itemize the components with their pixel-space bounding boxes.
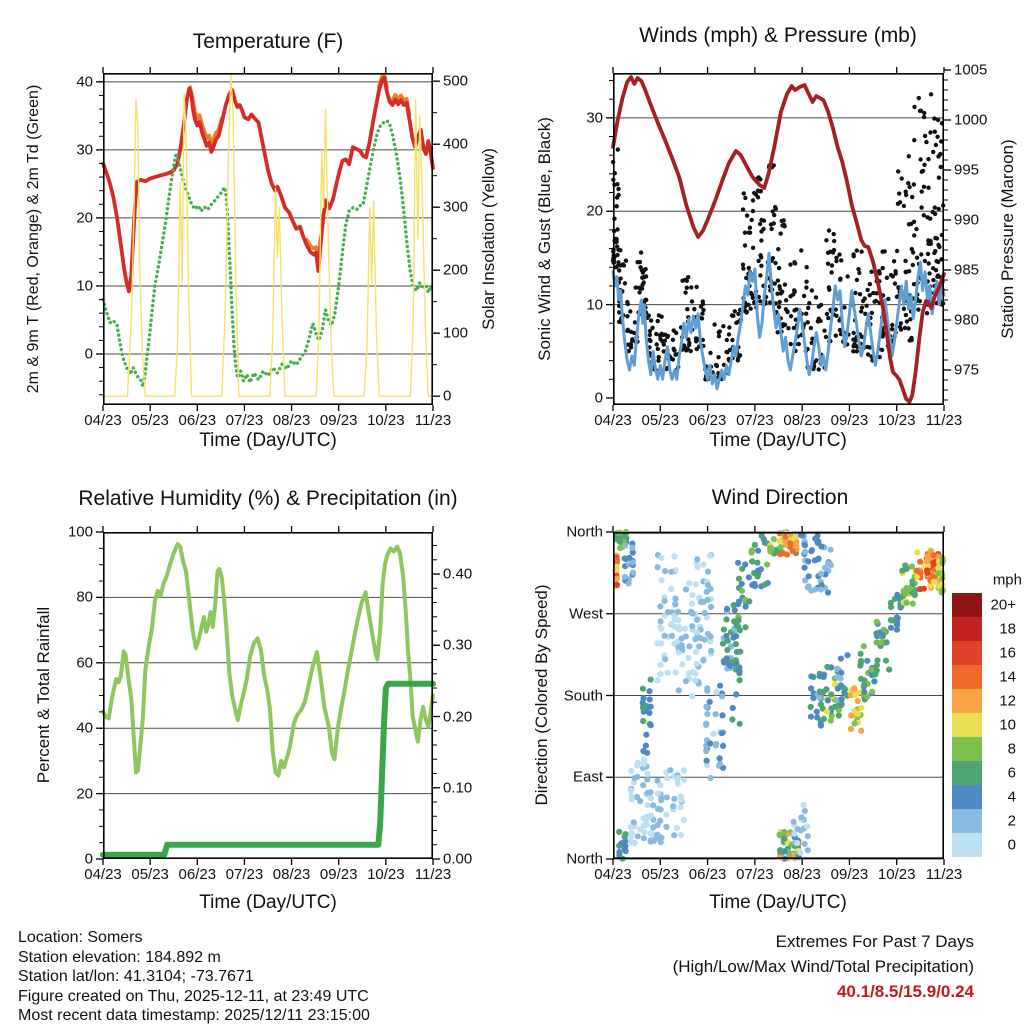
tick-label: 400 xyxy=(443,135,469,153)
tick-label: 11/23 xyxy=(925,412,963,429)
tick-label: 05/23 xyxy=(641,412,680,429)
tick-label: 20 xyxy=(586,202,603,220)
wind-x-axis-label: Time (Day/UTC) xyxy=(709,430,847,451)
extremes-subtitle: (High/Low/Max Wind/Total Precipitation) xyxy=(672,957,974,976)
tick-label: 11/23 xyxy=(414,866,452,883)
tick-label: 1000 xyxy=(954,111,988,129)
temperature-plot xyxy=(103,73,433,405)
tick-label: 0.20 xyxy=(443,708,473,726)
tick-label: 09/23 xyxy=(830,866,869,883)
extremes-values: 40.1/8.5/15.9/0.24 xyxy=(836,982,974,1001)
tick-label: North xyxy=(566,850,603,868)
direction-x-axis-label: Time (Day/UTC) xyxy=(709,892,847,913)
tick-label: 09/23 xyxy=(319,412,358,429)
colorbar-swatch xyxy=(952,737,982,761)
wind-direction-title: Wind Direction xyxy=(711,486,849,509)
tick-label: 04/23 xyxy=(594,412,632,429)
pressure-right-axis-label: Station Pressure (Maroon) xyxy=(998,139,1017,339)
tick-label: West xyxy=(569,605,603,623)
footer-location: Location: Somers xyxy=(18,929,143,946)
tick-label: 10/23 xyxy=(877,866,916,883)
tick-label: 07/23 xyxy=(225,412,264,429)
tick-label: 06/23 xyxy=(178,412,217,429)
tick-label: 04/23 xyxy=(84,866,122,883)
extremes-block xyxy=(673,929,974,1004)
tick-label: 08/23 xyxy=(272,412,311,429)
tick-label: 200 xyxy=(443,261,469,279)
winds-plot xyxy=(613,73,944,405)
tick-label: 20 xyxy=(76,785,93,803)
wind-left-axis-label: Sonic Wind & Gust (Blue, Black) xyxy=(535,117,554,361)
station-info xyxy=(18,928,370,1024)
colorbar-swatch xyxy=(952,761,982,785)
tick-label: 05/23 xyxy=(641,866,680,883)
colorbar-swatch xyxy=(952,617,982,641)
tick-label: 10 xyxy=(586,296,603,314)
tick-label: 05/23 xyxy=(131,412,169,429)
tick-label: 07/23 xyxy=(736,412,774,429)
footer-timestamp: Most recent data timestamp: 2025/12/11 23:15:00 xyxy=(18,1007,370,1024)
tick-label: 08/23 xyxy=(272,866,311,883)
tick-label: 14 xyxy=(999,668,1016,686)
footer-latlon: Station lat/lon: 41.3104; -73.7671 xyxy=(18,968,254,985)
tick-label: 60 xyxy=(76,654,93,672)
footer-elevation: Station elevation: 184.892 m xyxy=(18,948,221,966)
tick-label: 08/23 xyxy=(783,412,821,429)
temperature-title: Temperature (F) xyxy=(192,30,344,53)
tick-label: 2 xyxy=(1007,812,1016,830)
temp-left-axis-label: 2m & 9m T (Red, Orange) & 2m Td (Green) xyxy=(25,84,42,394)
tick-label: 990 xyxy=(954,211,980,229)
tick-label: 11/23 xyxy=(414,412,452,429)
tick-label: 500 xyxy=(443,72,469,90)
tick-label: 16 xyxy=(999,644,1016,662)
tick-label: 975 xyxy=(954,361,980,379)
tick-label: 08/23 xyxy=(783,866,821,883)
tick-label: 300 xyxy=(443,198,469,216)
humidity-plot xyxy=(103,532,433,859)
tick-label: 20 xyxy=(76,209,93,227)
colorbar-swatch xyxy=(952,593,982,617)
tick-label: 995 xyxy=(954,161,980,179)
tick-label: 07/23 xyxy=(736,866,774,883)
temp-x-axis-label: Time (Day/UTC) xyxy=(199,430,337,451)
tick-label: 0 xyxy=(84,850,93,868)
tick-label: 4 xyxy=(1007,788,1016,806)
colorbar-swatch xyxy=(952,809,982,833)
tick-label: 10 xyxy=(76,277,93,295)
direction-plot xyxy=(613,532,944,859)
tick-label: 40 xyxy=(76,73,93,91)
winds-pressure-title: Winds (mph) & Pressure (mb) xyxy=(639,24,917,47)
tick-label: 09/23 xyxy=(319,866,358,883)
tick-label: 20+ xyxy=(990,596,1016,614)
tick-label: South xyxy=(563,687,603,704)
humidity-precip-title: Relative Humidity (%) & Precipitation (in) xyxy=(78,487,458,510)
colorbar-swatch xyxy=(952,713,982,737)
colorbar-swatch xyxy=(952,689,982,713)
tick-label: 04/23 xyxy=(84,412,122,429)
colorbar-swatch xyxy=(952,665,982,689)
tick-label: 0 xyxy=(1007,836,1016,854)
tick-label: 09/23 xyxy=(830,412,869,429)
tick-label: 06/23 xyxy=(178,866,217,883)
tick-label: 30 xyxy=(586,109,603,127)
tick-label: 07/23 xyxy=(225,866,264,883)
tick-label: 10/23 xyxy=(367,412,405,429)
tick-label: 18 xyxy=(999,620,1016,638)
tick-label: 10/23 xyxy=(877,412,916,429)
tick-label: 06/23 xyxy=(688,412,727,429)
tick-label: 0.10 xyxy=(443,779,473,797)
tick-label: 6 xyxy=(1007,764,1016,782)
extremes-title: Extremes For Past 7 Days xyxy=(775,932,974,951)
direction-left-axis-label: Direction (Colored By Speed) xyxy=(532,584,551,806)
tick-label: 0.00 xyxy=(443,850,473,868)
tick-label: 100 xyxy=(443,324,469,342)
tick-label: 980 xyxy=(954,311,980,329)
humidity-x-axis-label: Time (Day/UTC) xyxy=(199,892,337,913)
tick-label: 8 xyxy=(1007,740,1016,758)
tick-label: 0.30 xyxy=(443,636,473,654)
tick-label: 10 xyxy=(999,716,1016,734)
tick-label: North xyxy=(566,523,603,541)
solar-right-axis-label: Solar Insolation (Yellow) xyxy=(479,148,498,330)
tick-label: 40 xyxy=(76,719,93,737)
footer-created: Figure created on Thu, 2025-12-11, at 23:49 UTC xyxy=(18,987,369,1005)
tick-label: 05/23 xyxy=(131,866,169,883)
tick-label: 1005 xyxy=(954,61,988,79)
colorbar-title: mph xyxy=(992,571,1022,589)
tick-label: 10/23 xyxy=(367,866,405,883)
tick-label: 06/23 xyxy=(688,866,727,883)
tick-label: 0.40 xyxy=(443,565,473,583)
humidity-left-axis-label: Percent & Total Rainfall xyxy=(34,606,53,784)
tick-label: 0 xyxy=(594,389,603,407)
tick-label: 985 xyxy=(954,261,980,279)
tick-label: 0 xyxy=(84,345,93,363)
tick-label: 0 xyxy=(443,387,452,405)
tick-label: 11/23 xyxy=(925,866,963,883)
colorbar-swatch xyxy=(952,833,982,857)
tick-label: 80 xyxy=(76,588,93,606)
tick-label: 12 xyxy=(999,692,1016,710)
colorbar-swatch xyxy=(952,641,982,665)
tick-label: 30 xyxy=(76,141,93,159)
tick-label: 04/23 xyxy=(594,866,632,883)
colorbar-swatch xyxy=(952,785,982,809)
tick-label: East xyxy=(572,768,603,786)
tick-label: 100 xyxy=(67,523,93,541)
